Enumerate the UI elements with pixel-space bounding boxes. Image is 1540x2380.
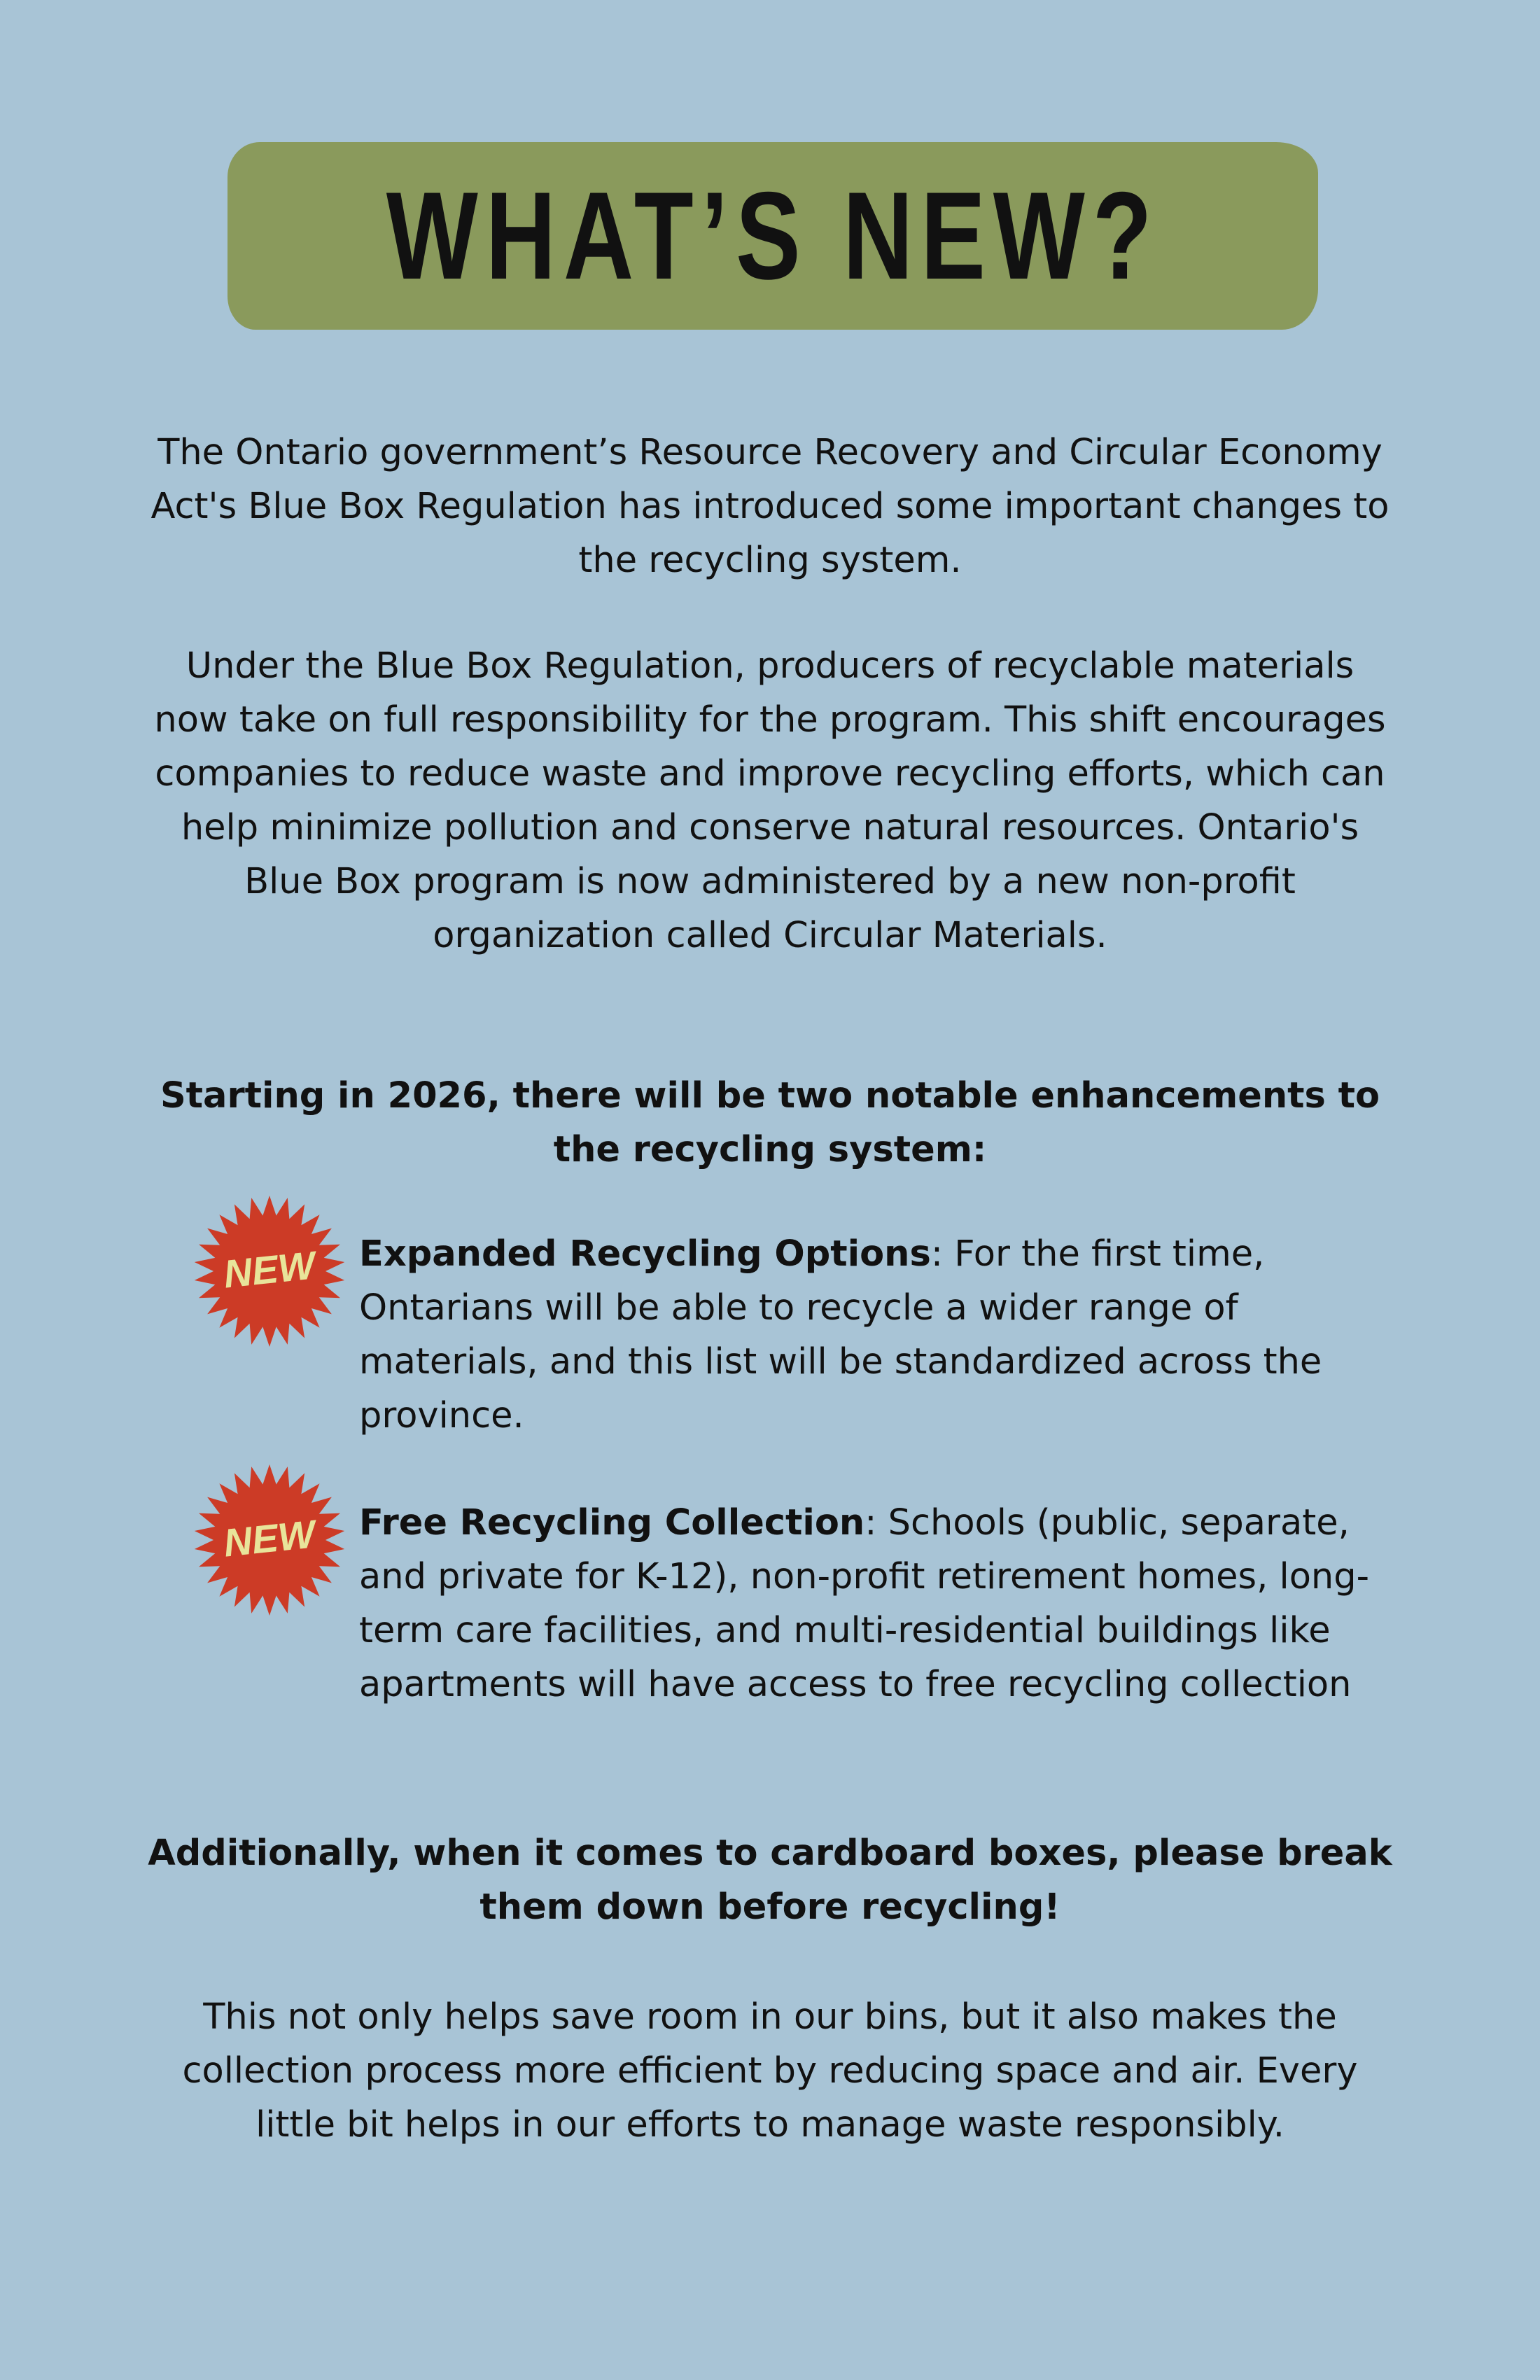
title-banner [227,142,1318,330]
enhancements-intro: Starting in 2026, there will be two notable enhancements to the recycling system: [160,1075,1380,1170]
regulation-paragraph: Under the Blue Box Regulation, producers of recyclable materials now take on full responsibility for the program. This shift encourages companies to reduce waste and improve recycling efforts, which can help minimize pollution and conserve natural resources. Ontario's Blue Box program is now administered by a new non-profit organization called Circular Materials. [154,645,1386,956]
badge-label: NEW [221,1242,318,1296]
list-item-body: : For the first time, Ontarians will be able to recycle a wider range of materials, and this list will be standardized across the province. [359,1233,1322,1436]
intro-paragraph: The Ontario government’s Resource Recovery and Circular Economy Act's Blue Box Regulation has introduced some important changes to the recycling system. [150,432,1390,581]
list-item-heading: Free Recycling Collection [359,1502,865,1544]
closing-paragraph: This not only helps save room in our bins, but it also makes the collection process more efficient by reducing space and air. Every little bit helps in our efforts to manage waste responsibly. [182,1996,1358,2146]
badge-label: NEW [221,1511,318,1565]
list-item-text [359,1227,1409,1443]
cardboard-note: Additionally, when it comes to cardboard boxes, please break them down before recycling! [148,1833,1392,1928]
list-item-text [359,1496,1409,1712]
starburst-new-icon [189,1191,350,1352]
list-item-body: : Schools (public, separate, and private for K-12), non-profit retirement homes, long-term care facilities, and multi-residential buildings like apartments will have access to free recycling collection [359,1502,1369,1705]
list-item-heading: Expanded Recycling Options [359,1233,931,1275]
page-title: WHAT’S NEW? [386,166,1160,305]
starburst-new-icon [189,1460,350,1620]
